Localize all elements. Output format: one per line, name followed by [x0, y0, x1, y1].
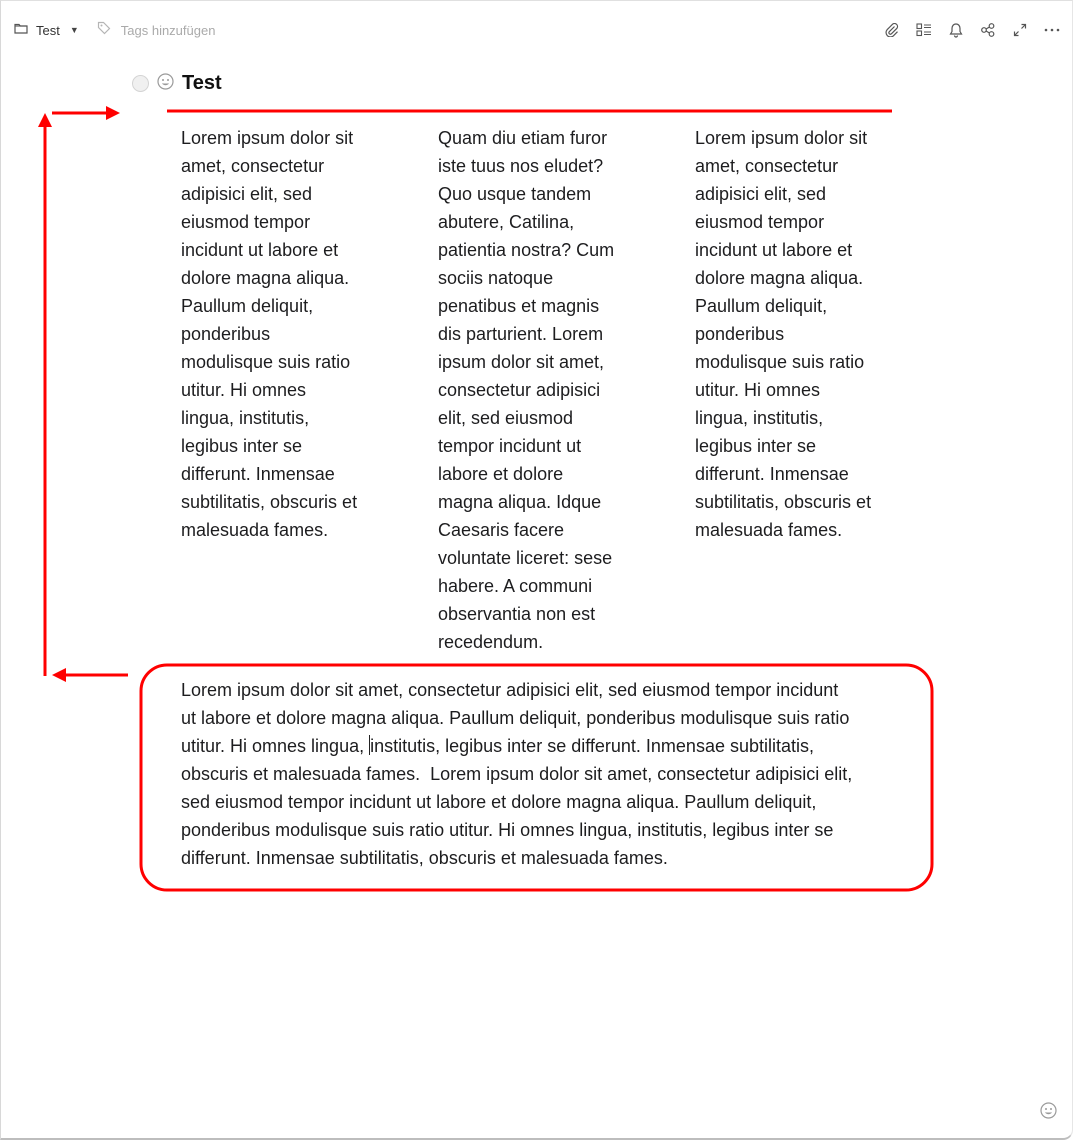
text-line: ut labore et dolore magna aliqua. Paullum deliquit, ponderibus modulisque suis ratio	[181, 708, 850, 728]
text-line: lingua, institutis,	[181, 408, 310, 428]
text-line: recedendum.	[438, 632, 544, 652]
text-line: amet, consectetur	[181, 156, 325, 176]
text-line: adipisici elit, sed	[695, 184, 827, 204]
text-line: labore et dolore	[438, 464, 564, 484]
caret-down-icon[interactable]: ▼	[69, 25, 79, 35]
text-line: Quo usque tandem	[438, 184, 592, 204]
text-line: abutere, Catilina,	[438, 212, 575, 232]
annotation-arrow-left-head	[52, 668, 66, 682]
text-line: utitur. Hi omnes	[181, 380, 307, 400]
text-line: ipsum dolor sit amet,	[438, 352, 605, 372]
text-line: ponderibus	[695, 324, 785, 344]
text-line: iste tuus nos eludet?	[438, 156, 604, 176]
text-line: dolore magna aliqua.	[181, 268, 350, 288]
text-line: observantia non est	[438, 604, 596, 624]
text-line: utitur. Hi omnes	[695, 380, 821, 400]
text-line: obscuris et malesuada fames. Lorem ipsum dolor sit amet, consectetur adipisici elit,	[181, 764, 853, 784]
text-line: legibus inter se	[181, 436, 303, 456]
text-line: sociis natoque	[438, 268, 554, 288]
text-line: Lorem ipsum dolor sit	[695, 128, 868, 148]
text-line: consectetur adipisici	[438, 380, 601, 400]
tags-input[interactable]: Tags hinzufügen	[120, 22, 216, 38]
text-line: differunt. Inmensae subtilitatis, obscuris et malesuada fames.	[181, 848, 668, 868]
text-line: eiusmod tempor	[181, 212, 311, 232]
text-line: voluntate liceret: sese	[438, 548, 613, 568]
text-line: Caesaris facere	[438, 520, 565, 540]
text-line: elit, sed eiusmod	[438, 408, 574, 428]
annotation-box	[141, 665, 932, 890]
text-line: ponderibus modulisque suis ratio utitur. Hi omnes lingua, institutis, legibus inter se	[181, 820, 834, 840]
text-line: Quam diu etiam furor	[438, 128, 608, 148]
text-line: Lorem ipsum dolor sit amet, consectetur adipisici elit, sed eiusmod tempor incidunt	[181, 680, 839, 700]
text-segment: institutis, legibus inter se differunt. Inmensae subtilitatis,	[370, 736, 815, 756]
emoji-icon[interactable]	[1040, 1102, 1057, 1124]
text-line: modulisque suis ratio	[695, 352, 865, 372]
text-line: differunt. Inmensae	[695, 464, 849, 484]
text-line: incidunt ut labore et	[695, 240, 853, 260]
text-line: penatibus et magnis	[438, 296, 600, 316]
text-line: dolore magna aliqua.	[695, 268, 864, 288]
text-line: adipisici elit, sed	[181, 184, 313, 204]
text-segment: utitur. Hi omnes lingua,	[181, 736, 370, 756]
annotation-arrow-right-head	[106, 106, 120, 120]
text-line: lingua, institutis,	[695, 408, 824, 428]
text-line: habere. A communi	[438, 576, 593, 596]
text-line: sed eiusmod tempor incidunt ut labore et dolore magna aliqua. Paullum deliquit,	[181, 792, 817, 812]
text-line: magna aliqua. Idque	[438, 492, 602, 512]
text-line: incidunt ut labore et	[181, 240, 339, 260]
note-title[interactable]: Test	[182, 72, 222, 94]
text-line: eiusmod tempor	[695, 212, 825, 232]
text-line: subtilitatis, obscuris et	[695, 492, 872, 512]
text-line: Paullum deliquit,	[695, 296, 828, 316]
text-line: tempor incidunt ut	[438, 436, 582, 456]
text-line: Paullum deliquit,	[181, 296, 314, 316]
notebook-name[interactable]: Test	[36, 22, 60, 38]
text-line: legibus inter se	[695, 436, 817, 456]
text-line: subtilitatis, obscuris et	[181, 492, 358, 512]
text-line: modulisque suis ratio	[181, 352, 351, 372]
annotation-arrow-up-head	[38, 113, 52, 127]
text-line: patientia nostra? Cum	[438, 240, 615, 260]
text-line: amet, consectetur	[695, 156, 839, 176]
text-line: differunt. Inmensae	[181, 464, 335, 484]
text-line: ponderibus	[181, 324, 271, 344]
text-line: malesuada fames.	[181, 520, 329, 540]
text-line: malesuada fames.	[695, 520, 843, 540]
text-line: dis parturient. Lorem	[438, 324, 604, 344]
text-line: Lorem ipsum dolor sit	[181, 128, 354, 148]
